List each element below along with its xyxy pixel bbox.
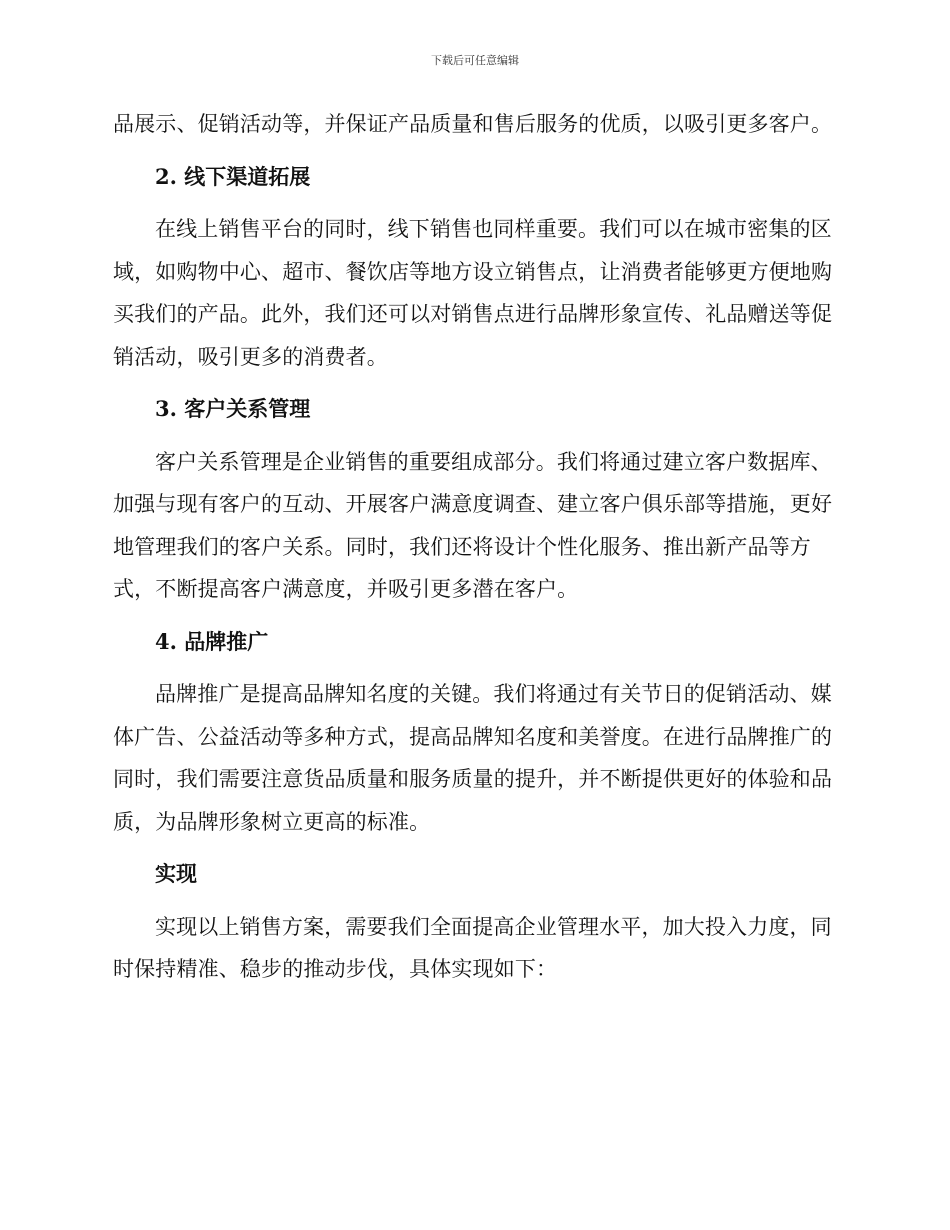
section-heading-brand-promotion: 4. 品牌推广 (155, 628, 269, 654)
section-body-brand-promotion: 品牌推广是提高品牌知名度的关键。我们将通过有关节日的促销活动、媒体广告、公益活动等多种方式，提高品牌知名度和美誉度。在进行品牌推广的同时，我们需要注意货品质量和服务质量的提升，并不断提供更好的体验和品质，为品牌形象树立更高的标准。 (113, 682, 833, 834)
section-body-implementation: 实现以上销售方案，需要我们全面提高企业管理水平，加大投入力度，同时保持精准、稳步的推动步伐，具体实现如下： (113, 914, 832, 981)
section-heading-offline-channels: 2. 线下渠道拓展 (155, 163, 311, 189)
section-body-customer-relations: 客户关系管理是企业销售的重要组成部分。我们将通过建立客户数据库、加强与现有客户的互动、开展客户满意度调查、建立客户俱乐部等措施，更好地管理我们的客户关系。同时，我们还将设计个性化服务、推出新产品等方式，不断提高客户满意度，并吸引更多潜在客户。 (113, 449, 833, 601)
document-body (113, 103, 833, 991)
section-heading-customer-relations: 3. 客户关系管理 (155, 396, 311, 421)
section-heading-implementation: 实现 (155, 861, 197, 886)
page-header: 下载后可任意编辑 (431, 54, 519, 67)
intro-paragraph: 品展示、促销活动等，并保证产品质量和售后服务的优质，以吸引更多客户。 (113, 112, 833, 136)
section-body-offline-channels: 在线上销售平台的同时，线下销售也同样重要。我们可以在城市密集的区域，如购物中心、超市、餐饮店等地方设立销售点，让消费者能够更方便地购买我们的产品。此外，我们还可以对销售点进行品牌形象宣传、礼品赠送等促销活动，吸引更多的消费者。 (113, 217, 833, 369)
